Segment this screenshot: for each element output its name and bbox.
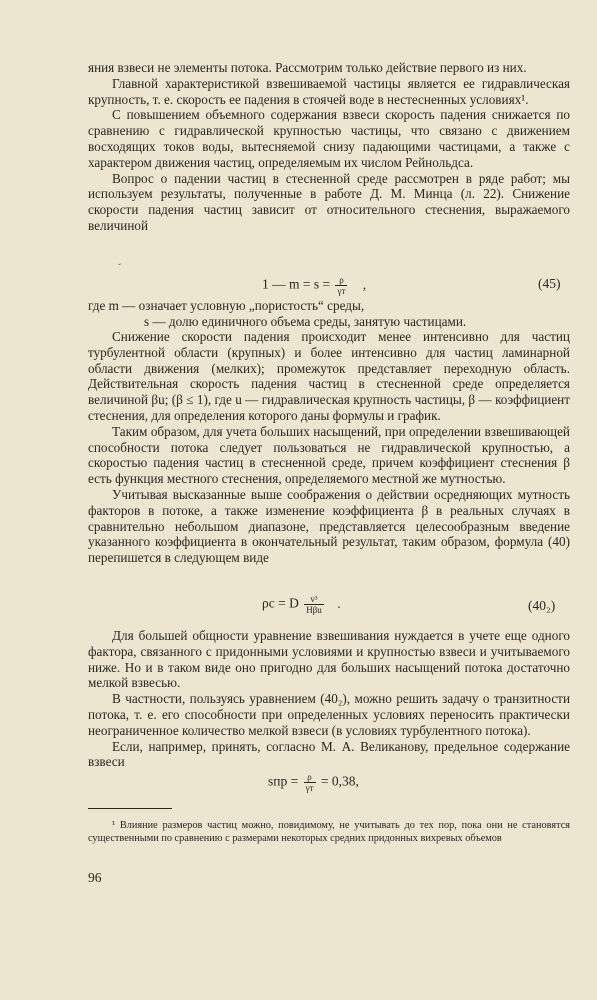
text-block-mid (88, 329, 570, 566)
formula-lhs: ρc = D (262, 595, 299, 611)
scan-mark: ˇ (118, 262, 121, 272)
formula-fraction (304, 772, 316, 793)
formula-tail: . (337, 595, 341, 611)
fraction-denominator: Hβu (306, 605, 322, 615)
text-block-low (88, 628, 570, 770)
equation-number-40-2: (40₂) (528, 598, 556, 613)
fraction-numerator: ρ (335, 275, 347, 286)
fraction-numerator: ρ (304, 772, 316, 783)
paragraph: Для большей общности уравнение взвешивания нуждается в учете еще одного фактора, связанного с придонными условиями и крупностью взвеси и учитываемого ниже. Но и в таком виде оно пригодно для больших насыщений потока достаточно мелкой взвесью. (88, 628, 570, 691)
paragraph: Учитывая высказанные выше соображения о действии осредняющих мутность факторов в потоке, а также изменение коэффициента β в реальных случаях в сравнительно небольшом диапазоне, представляется целесообразным введение указанного коэффициента в окончательный результат, таким образом, формула (40) перепишется в следующем виде (88, 486, 570, 566)
page-number: 96 (88, 870, 102, 885)
definition-m: где m — означает условную „пористость“ среды, (88, 298, 365, 313)
formula-tail: = 0,38, (320, 773, 359, 789)
paragraph: В частности, пользуясь уравнением (40₂), можно решить задачу о транзитности потока, т. е. его способности при определенных условиях переносить практически неограниченное количество мелкой взвеси (в условиях турбулентного потока). (88, 691, 570, 738)
definitions (88, 298, 466, 330)
paragraph: Снижение скорости падения происходит менее интенсивно для частиц турбулентной области (крупных) и более интенсивно для частиц ламинарной области движения (мелких); промежуток представляет переходную область. Действительная скорость падения частиц в стесненной среде определяется величиной βu; (β ≤ 1), где u — гидравлическая крупность частицы, β — коэффициент стеснения, для определения которого даны формулы и график. (88, 329, 570, 423)
paragraph: Если, например, принять, согласно М. А. Великанову, предельное содержание взвеси (88, 738, 570, 770)
fraction-denominator: γт (337, 286, 346, 296)
text-block-top (88, 60, 570, 234)
formula-s-limit (268, 772, 359, 793)
paragraph: Вопрос о падении частиц в стесненной среде рассмотрен в ряде работ; мы используем результаты, полученные в работе Д. М. Минца (л. 22). Снижение скорости падения частиц зависит от относительного стеснения, выражаемого величиной (88, 170, 570, 233)
paragraph: Таким образом, для учета больших насыщений, при определении взвешивающей способности потока следует пользоваться не гидравлической крупностью, а скоростью падения частиц в стесненной среде, причем коэффициент стеснения β есть функция местного стеснения, определяемого местной же мутностью. (88, 423, 570, 487)
paragraph: С повышением объемного содержания взвеси скорость падения снижается по сравнению с гидравлической крупностью частицы, что связано с движением восходящих токов воды, вытесняемой снизу падающими частицами, а также с характером движения частиц, определяемым их числом Рейнольдса. (88, 107, 570, 170)
formula-fraction (335, 275, 347, 296)
footnote-text: ¹ Влияние размеров частиц можно, повидимому, не учитывать до тех пор, пока они не становятся существенными по сравнению с размерами некоторых средних придонных вихревых объемов (88, 820, 570, 844)
fraction-numerator: v³ (304, 594, 324, 605)
fraction-denominator: γт (305, 783, 314, 793)
footnote-separator (88, 808, 172, 809)
formula-40-2 (262, 594, 341, 615)
definition-s: s — долю единичного объема среды, занятую частицами. (144, 313, 467, 329)
formula-lhs: sпр = (268, 773, 299, 789)
formula-45 (262, 275, 366, 296)
paragraph: Главной характеристикой взвешиваемой частицы является ее гидравлическая крупность, т. е. скорость ее падения в стоячей воде в нестесненных условиях¹. (88, 75, 570, 107)
formula-fraction (304, 594, 324, 615)
paragraph: яния взвеси не элементы потока. Рассмотрим только действие первого из них. (88, 60, 527, 75)
formula-tail: , (362, 276, 367, 292)
footnote (88, 819, 570, 845)
equation-number-45: (45) (538, 276, 561, 291)
formula-lhs: 1 — m = s = (262, 276, 331, 292)
